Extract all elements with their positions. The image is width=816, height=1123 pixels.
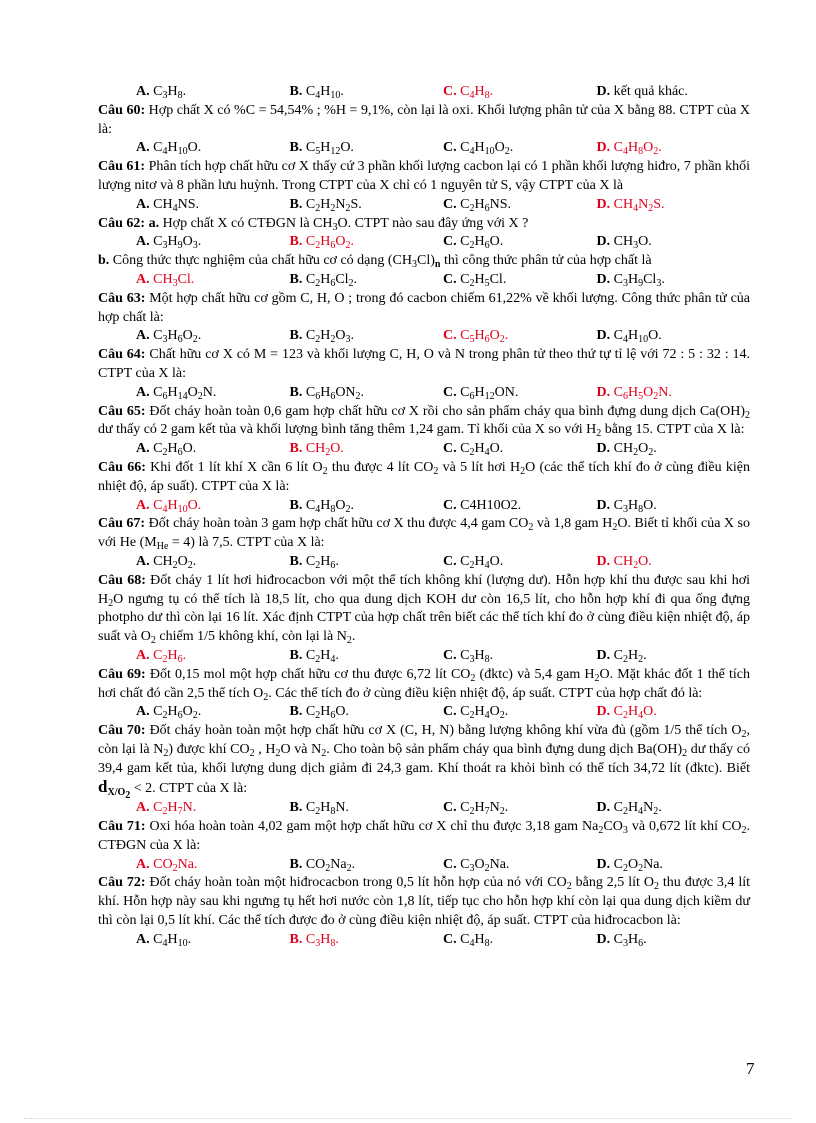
answer-option-correct	[443, 327, 597, 346]
option-text: $C_4H_{10}$.	[153, 931, 192, 949]
option-key: D.	[596, 234, 614, 250]
answer-option	[136, 384, 290, 403]
option-text: $C_4H_{10}$.	[305, 84, 344, 101]
answer-option	[597, 271, 751, 290]
question-text	[98, 515, 750, 553]
answer-option	[443, 384, 597, 403]
answer-option	[290, 271, 444, 290]
answer-option	[136, 327, 290, 346]
option-text: $C_3H_8$.	[305, 931, 339, 949]
option-text: $C_3H_9Cl_3$.	[613, 271, 665, 289]
answer-option-correct	[290, 233, 444, 252]
answer-option	[443, 233, 597, 252]
option-text: $CH_2O_2$.	[153, 553, 197, 571]
question-label: Câu 71:	[98, 819, 146, 835]
option-text: $C_3H_8O$.	[613, 497, 657, 515]
answer-option	[136, 553, 290, 572]
question-body: Đốt cháy hoàn toàn 0,6 gam hợp chất hữu cơ X rồi cho sản phẩm cháy qua bình đựng dung dịch $Ca(OH)_2$ dư thấy có 2 gam kết tủa và khối lượng bình tăng thêm 1,24 gam. Tỉ khối của X so với $H_2$ bằng 15. CTPT của X là:	[98, 403, 750, 440]
question-label: Câu 65:	[98, 403, 146, 419]
answer-option	[443, 271, 597, 290]
option-key: C.	[443, 856, 461, 872]
option-key: C.	[443, 140, 461, 156]
answer-option	[136, 196, 290, 215]
answer-options	[98, 931, 750, 950]
option-text: $C_2H_2O_3$.	[305, 328, 354, 346]
option-text: $C_2H_6O_2$.	[153, 704, 202, 722]
option-text: $CH_3Cl$.	[153, 271, 195, 289]
answer-option	[597, 83, 751, 102]
option-key: D.	[596, 140, 614, 156]
answer-option	[290, 196, 444, 215]
question-text	[98, 252, 750, 271]
option-text: $C_3H_6O_2$.	[153, 328, 202, 346]
question-body: Phân tích hợp chất hữu cơ X thấy cứ 3 phần khối lượng cacbon lại có 1 phần khối lượng hiđro, 7 phần khối lượng nitơ và 8 phần lưu huỳnh. Trong CTPT của X chỉ có 1 nguyên tử S, vậy CTPT của X là	[98, 159, 750, 193]
option-text: $C_2O_2Na$.	[613, 856, 663, 874]
option-key: C.	[443, 800, 461, 816]
answer-options	[98, 856, 750, 875]
option-text: $C_2H_6O_2$.	[305, 234, 354, 252]
answer-options	[98, 440, 750, 459]
option-text: $C_3H_8$.	[153, 84, 187, 101]
option-key: B.	[289, 384, 306, 400]
question-text	[98, 818, 750, 856]
option-key: A.	[136, 441, 154, 457]
option-text: $C_2H_6O$.	[305, 704, 349, 722]
option-key: D.	[596, 84, 614, 99]
answer-option	[290, 703, 444, 722]
answer-option-correct	[597, 196, 751, 215]
option-text: $C_2H_6O$.	[153, 441, 197, 459]
option-text: $C_2H_4$.	[305, 647, 339, 665]
question-body: a. Hợp chất X có CTĐGN là $CH_3O$. CTPT nào sau đây ứng với X ?	[148, 215, 529, 233]
option-text: $C_4H_{10}O$.	[153, 140, 202, 158]
option-key: D.	[596, 196, 614, 212]
option-key: D.	[596, 497, 614, 513]
option-key: B.	[289, 328, 306, 344]
option-key: B.	[289, 140, 306, 156]
option-text: $C_2H_6$.	[305, 553, 339, 571]
option-text: $C_2H_6O$.	[460, 234, 504, 252]
option-text: $CH_3O$.	[613, 234, 652, 252]
answer-option	[443, 196, 597, 215]
option-text: $CO_2Na_2$.	[305, 856, 356, 874]
answer-option	[597, 440, 751, 459]
answer-option	[597, 233, 751, 252]
question-text	[98, 722, 750, 802]
question-text	[98, 215, 750, 234]
option-text: $C_4H_{10}O$.	[153, 497, 202, 515]
option-key: A.	[136, 553, 154, 569]
answer-options	[98, 196, 750, 215]
answer-option-correct	[136, 271, 290, 290]
option-text: $C_2H_4O$.	[460, 441, 504, 459]
option-text: $C_2H_4N_2$.	[613, 800, 662, 818]
answer-option	[290, 799, 444, 818]
answer-options	[98, 647, 750, 666]
question-body: Đốt cháy hoàn toàn 3 gam hợp chất hữu cơ X thu được 4,4 gam $CO_2$ và 1,8 gam $H_2O$. Biết tỉ khối của X so với He $(M_{He} = 4)$ là 7,5. CTPT của X là:	[98, 516, 750, 553]
answer-option-correct	[136, 799, 290, 818]
question-text	[98, 290, 750, 328]
answer-option	[443, 703, 597, 722]
question-label: Câu 64:	[98, 347, 146, 363]
answer-options	[98, 799, 750, 818]
answer-options	[98, 83, 750, 102]
question-body: Đốt cháy 1 lít hơi hiđrocacbon với một thể tích không khí (lượng dư). Hỗn hợp khí thu được sau khi hơi $H_2O$ ngưng tụ có thể tích là 18,5 lít, cho qua dung dịch KOH dư còn 16,5 lít, cho hỗn hợp khí đi qua ống đựng photpho dư thì còn lại 16 lít. Xác định CTPT của hợp chất trên biết các thể tích khí đo ở cùng điều kiện nhiệt độ, áp suất và $O_2$ chiếm 1/5 không khí, còn lại là $N_2$.	[98, 572, 750, 647]
option-key: A.	[136, 84, 154, 99]
option-text: $C_3O_2Na$.	[460, 856, 510, 874]
option-key: D.	[596, 384, 614, 400]
option-key: B.	[289, 800, 306, 816]
option-text: $C_4H_8$.	[460, 931, 494, 949]
answer-option	[597, 497, 751, 516]
question-text	[98, 874, 750, 930]
answer-option	[443, 799, 597, 818]
answer-option	[290, 647, 444, 666]
answer-options	[98, 233, 750, 252]
question-label: Câu 67:	[98, 516, 146, 532]
question-body: Khi đốt 1 lít khí X cần 6 lít $O_2$ thu được 4 lít $CO_2$ và 5 lít hơi $H_2O$ (các thể tích khí đo ở cùng điều kiện nhiệt độ, áp suất). CTPT của X là:	[98, 459, 750, 494]
option-key: A.	[136, 234, 154, 250]
option-text: $CH_2O_2$.	[613, 441, 657, 459]
option-text: $C_2H_6NS$.	[460, 196, 511, 214]
option-key: B.	[289, 497, 306, 513]
option-key: D.	[596, 800, 614, 816]
question-text	[98, 572, 750, 647]
question-text	[98, 346, 750, 384]
answer-option	[136, 931, 290, 950]
option-key: A.	[136, 647, 154, 663]
option-text: $C_2H_6Cl_2$.	[305, 271, 358, 289]
question-text	[98, 158, 750, 196]
option-text: $C_2H_4O$.	[613, 704, 657, 722]
answer-option	[290, 856, 444, 875]
answer-options	[98, 384, 750, 403]
answer-option-correct	[597, 703, 751, 722]
option-key: C.	[443, 271, 461, 287]
option-key: C.	[443, 497, 461, 513]
question-label: Câu 66:	[98, 459, 146, 475]
question-label: Câu 60:	[98, 102, 146, 118]
option-text: $C_2H_7N_2$.	[460, 800, 509, 818]
option-key: B.	[289, 196, 306, 212]
answer-option	[136, 440, 290, 459]
question-label: Câu 72:	[98, 875, 146, 891]
option-key: C.	[443, 328, 461, 344]
answer-option	[290, 384, 444, 403]
option-key: B.	[289, 84, 306, 99]
option-key: A.	[136, 856, 154, 872]
answer-option	[443, 440, 597, 459]
answer-option	[290, 327, 444, 346]
question-label: Câu 61:	[98, 159, 146, 175]
answer-option	[290, 139, 444, 158]
answer-option	[290, 553, 444, 572]
option-key: A.	[136, 328, 154, 344]
option-key: C.	[443, 196, 461, 212]
option-key: A.	[136, 704, 154, 720]
footer-divider	[24, 1118, 792, 1119]
answer-option	[136, 139, 290, 158]
option-text: $C_2H_4O_2$.	[460, 704, 509, 722]
option-text: $C_5H_{12}O$.	[305, 140, 354, 158]
answer-option-correct	[597, 384, 751, 403]
option-key: D.	[596, 647, 614, 663]
option-text: $C_3H_8$.	[460, 647, 494, 665]
answer-option	[136, 233, 290, 252]
answer-option	[443, 553, 597, 572]
option-key: D.	[596, 553, 614, 569]
option-key: B.	[289, 271, 306, 287]
answer-option	[443, 931, 597, 950]
answer-option-correct	[443, 83, 597, 102]
answer-options	[98, 553, 750, 572]
question-list	[98, 83, 750, 950]
answer-option-correct	[136, 647, 290, 666]
option-key: A.	[136, 800, 154, 816]
option-key: A.	[136, 196, 154, 212]
answer-option-correct	[290, 931, 444, 950]
option-text: $CH_4N_2S$.	[613, 196, 665, 214]
option-text: $C_3H_6$.	[613, 931, 647, 949]
question-label: Câu 70:	[98, 723, 146, 739]
question-label: Câu 62:	[98, 215, 146, 231]
option-key: A.	[136, 931, 154, 947]
option-key: B.	[289, 931, 306, 947]
option-text: $C_6H_5O_2N$.	[613, 384, 672, 402]
option-key: D.	[596, 704, 614, 720]
option-key: A.	[136, 497, 154, 513]
answer-option-correct	[597, 553, 751, 572]
answer-option	[136, 83, 290, 102]
option-text: $C_2H_6$.	[153, 647, 187, 665]
question-body: Hợp chất X có %C = 54,54% ; %H = 9,1%, còn lại là oxi. Khối lượng phân tử của X bằng 88. CTPT của X là:	[98, 102, 750, 137]
option-text: $CO_2Na$.	[153, 856, 198, 874]
question-label: Câu 69:	[98, 666, 146, 682]
option-key: A.	[136, 384, 154, 400]
option-text: $C_2H_8N$.	[305, 800, 349, 818]
option-text: kết quả khác.	[613, 84, 688, 99]
option-key: C.	[443, 384, 461, 400]
option-text: $C_2H_5Cl$.	[460, 271, 507, 289]
answer-option-correct	[290, 440, 444, 459]
answer-option-correct	[597, 139, 751, 158]
answer-option	[597, 931, 751, 950]
question-body: Oxi hóa hoàn toàn 4,02 gam một hợp chất hữu cơ X chỉ thu được 3,18 gam $Na_2CO_3$ và 0,672 lít khí $CO_2$. CTĐGN của X là:	[98, 819, 750, 853]
option-text: $C_4H_8O_2$.	[613, 140, 662, 158]
option-text: $C_4H_8O_2$.	[305, 497, 354, 515]
option-key: B.	[289, 441, 306, 457]
option-key: B.	[289, 553, 306, 569]
option-text: C4H10O2.	[460, 497, 522, 513]
option-key: B.	[289, 647, 306, 663]
option-key: A.	[136, 140, 154, 156]
option-text: $C_2H_4O$.	[460, 553, 504, 571]
question-text	[98, 666, 750, 704]
answer-options	[98, 703, 750, 722]
option-text: $C_2H_7N$.	[153, 800, 197, 818]
option-key: C.	[443, 553, 461, 569]
question-text	[98, 403, 750, 441]
question-body: Chất hữu cơ X có M = 123 và khối lượng C, H, O và N trong phân tử theo thứ tự tỉ lệ với 72 : 5 : 32 : 14. CTPT của X là:	[98, 347, 751, 381]
answer-option	[597, 799, 751, 818]
question-body: Đốt 0,15 mol một hợp chất hữu cơ thu được 6,72 lít $CO_2$ (đktc) và 5,4 gam $H_2O$. Mặt khác đốt 1 thể tích hơi chất đó cần 2,5 thể tích $O_2$. Các thể tích đo ở cùng điều kiện nhiệt độ, áp suất. CTPT của hợp chất đó là:	[98, 666, 751, 703]
option-key: D.	[596, 856, 614, 872]
option-key: C.	[443, 704, 461, 720]
option-key: D.	[596, 271, 614, 287]
option-key: C.	[443, 931, 461, 947]
option-text: $C_4H_{10}O$.	[613, 328, 662, 346]
question-text	[98, 102, 750, 140]
answer-option	[597, 647, 751, 666]
question-label: Câu 63:	[98, 290, 146, 306]
option-text: $C_4H_{10}O_2$.	[460, 140, 514, 158]
option-key: B.	[289, 704, 306, 720]
option-key: B.	[289, 856, 306, 872]
option-text: $C_3H_9O_3$.	[153, 234, 202, 252]
answer-options	[98, 139, 750, 158]
answer-option	[597, 327, 751, 346]
option-key: D.	[596, 441, 614, 457]
option-text: $CH_2O$.	[305, 441, 344, 459]
answer-options	[98, 271, 750, 290]
question-body: Đốt cháy hoàn toàn một hiđrocacbon trong 0,5 lít hỗn hợp của nó với $CO_2$ bằng 2,5 lít $O_2$ thu được 3,4 lít khí. Hỗn hợp này sau khi ngưng tụ hết hơi nước còn 1,8 lít, tiếp tục cho hỗn hợp khí còn lại qua dung dịch kiềm dư thì còn lại 0,5 lít khí. Các thể tích được đo ở cùng điều kiện nhiệt độ, áp suất. CTPT của hiđrocacbon là:	[98, 875, 751, 929]
question-body: Công thức thực nghiệm của chất hữu cơ có dạng $(CH_3Cl)_n$ thì công thức phân tử của hợp chất là	[109, 253, 652, 271]
answer-options	[98, 327, 750, 346]
question-label: Câu 68:	[98, 572, 146, 588]
answer-option	[136, 703, 290, 722]
option-key: C.	[443, 234, 461, 250]
answer-option	[597, 856, 751, 875]
option-text: $C_2H_2N_2S$.	[305, 196, 362, 214]
question-body: Đốt cháy hoàn toàn một hợp chất hữu cơ X (C, H, N) bằng lượng không khí vừa đủ (gồm 1/5 thể tích $O_2$, còn lại là $N_2$) được khí $CO_2$ , $H_2O$ và $N_2$. Cho toàn bộ sản phẩm cháy qua bình đựng dung dịch $Ba(OH)_2$ dư thấy có 39,4 gam kết tủa, khối lượng dung dịch giảm đi 24,3 gam. Khí thoát ra khỏi bình có thể tích 34,72 lít (đktc). Biết $d_{X/O_2} < 2$. CTPT của X là:	[98, 723, 750, 802]
option-key: A.	[136, 271, 154, 287]
answer-option	[290, 497, 444, 516]
option-key: C.	[443, 84, 461, 99]
option-text: $C_6H_{12}ON$.	[460, 384, 519, 402]
page-number: 7	[746, 1059, 755, 1078]
option-text: $C_6H_6ON_2$.	[305, 384, 365, 402]
option-text: $C_2H_2$.	[613, 647, 647, 665]
answer-option	[443, 139, 597, 158]
option-text: $CH_4NS$.	[153, 196, 199, 214]
option-key: D.	[596, 328, 614, 344]
option-text: $C_6H_{14}O_2N$.	[153, 384, 217, 402]
option-text: $C_5H_6O_2$.	[460, 328, 509, 346]
answer-options	[98, 497, 750, 516]
question-label: b.	[98, 253, 110, 269]
answer-option	[290, 83, 444, 102]
option-text: $CH_2O$.	[613, 553, 652, 571]
question-text	[98, 459, 750, 497]
answer-option-correct	[136, 497, 290, 516]
question-body: Một hợp chất hữu cơ gồm C, H, O ; trong đó cacbon chiếm 61,22% về khối lượng. Công thức phân tử của hợp chất là:	[98, 290, 751, 325]
option-key: B.	[289, 234, 306, 250]
answer-option	[443, 647, 597, 666]
answer-option	[443, 856, 597, 875]
answer-option	[443, 497, 597, 516]
option-key: D.	[596, 931, 614, 947]
option-key: C.	[443, 441, 461, 457]
answer-option-correct	[136, 856, 290, 875]
option-text: $C_4H_8$.	[460, 84, 494, 101]
option-key: C.	[443, 647, 461, 663]
